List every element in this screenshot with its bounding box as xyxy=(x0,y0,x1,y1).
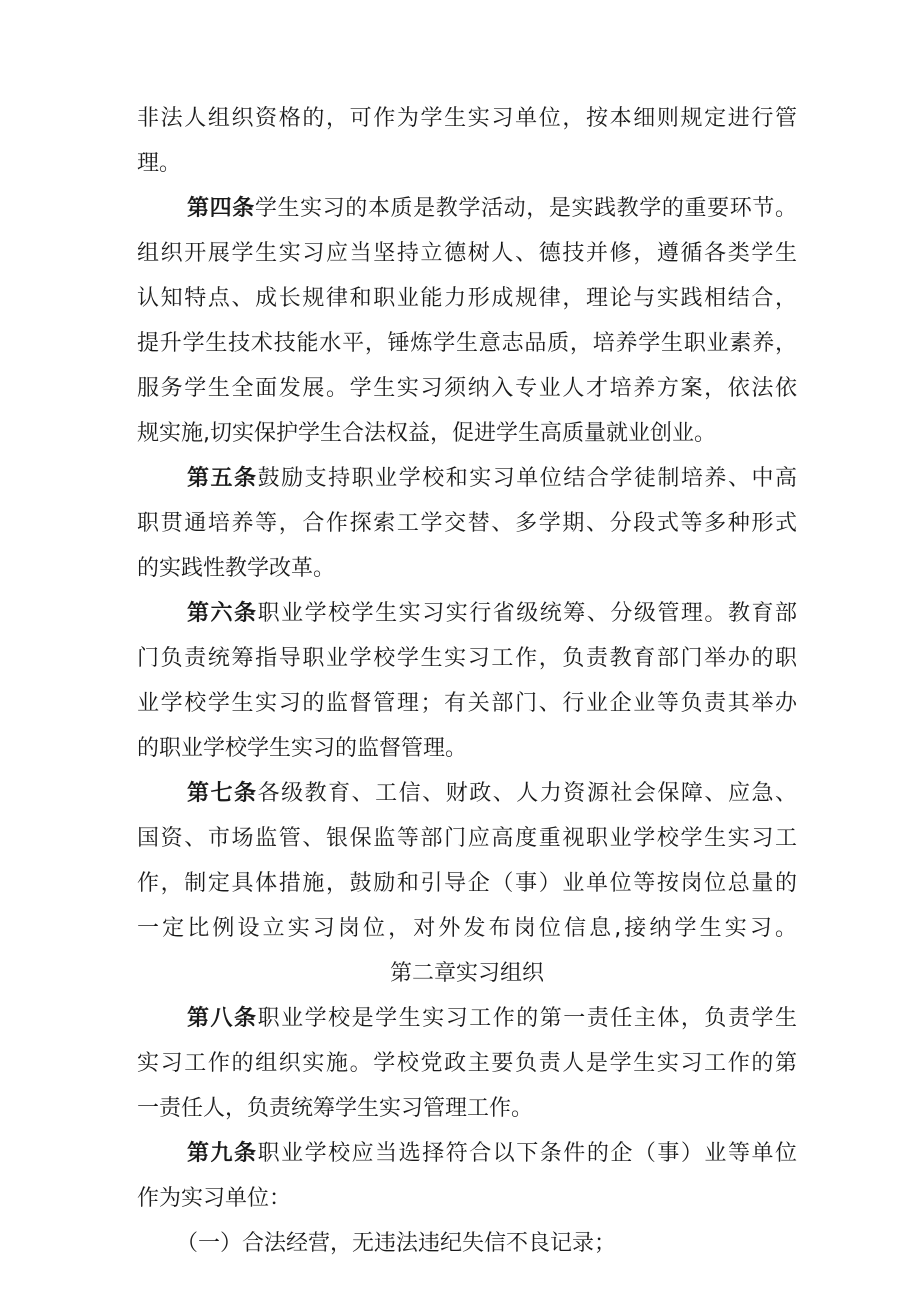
text-line: 各级教育、工信、财政、人力资源社会保障、应急、 xyxy=(257,781,797,806)
text-line: 职贯通培养等，合作探索工学交替、多学期、分段式等多种形式 xyxy=(137,511,797,536)
article-6-label: 第六条 xyxy=(187,601,258,626)
text-line: 实习工作的组织实施。学校党政主要负责人是学生实习工作的第 xyxy=(137,1051,797,1076)
article-9-first-line xyxy=(187,1138,797,1170)
text-line: 认知特点、成长规律和职业能力形成规律，理论与实践相结合， xyxy=(137,286,797,311)
text-line: 非法人组织资格的，可作为学生实习单位，按本细则规定进行管 xyxy=(137,106,797,131)
text-line: 作为实习单位： xyxy=(137,1186,292,1211)
text-line: 作，制定具体措施，鼓励和引导企（事）业单位等按岗位总量的 xyxy=(137,871,797,896)
article-4-label: 第四条 xyxy=(187,196,255,221)
text-line: 的职业学校学生实习的监督管理。 xyxy=(137,736,468,761)
text-line: 鼓励支持职业学校和实习单位结合学徒制培养、中高 xyxy=(257,466,797,491)
article-9-label: 第九条 xyxy=(187,1141,258,1166)
article-7-label: 第七条 xyxy=(187,781,258,806)
chapter-heading: 第二章实习组织 xyxy=(389,961,544,986)
text-line: 规实施,切实保护学生合法权益，促进学生高质量就业创业。 xyxy=(137,421,716,446)
article-4-first-line xyxy=(187,193,797,225)
text-line: 服务学生全面发展。学生实习须纳入专业人才培养方案，依法依 xyxy=(137,376,797,401)
text-line: 职业学校应当选择符合以下条件的企（事）业等单位 xyxy=(257,1141,797,1166)
article-8-first-line xyxy=(187,1003,797,1035)
text-line: 一定比例设立实习岗位，对外发布岗位信息,接纳学生实习。 xyxy=(137,916,797,941)
text-line: 国资、市场监管、银保监等部门应高度重视职业学校学生实习工 xyxy=(137,826,797,851)
article-6-first-line xyxy=(187,598,797,630)
article-8-label: 第八条 xyxy=(187,1006,258,1031)
text-line: 学生实习的本质是教学活动，是实践教学的重要环节。 xyxy=(254,196,797,221)
text-line: 门负责统筹指导职业学校学生实习工作，负责教育部门举办的职 xyxy=(137,646,797,671)
text-line: 职业学校是学生实习工作的第一责任主体，负责学生 xyxy=(257,1006,797,1031)
text-line: 一责任人，负责统筹学生实习管理工作。 xyxy=(137,1096,534,1121)
text-line: 提升学生技术技能水平，锤炼学生意志品质，培养学生职业素养， xyxy=(137,331,797,356)
text-line: 业学校学生实习的监督管理；有关部门、行业企业等负责其举办 xyxy=(137,691,797,716)
article-5-label: 第五条 xyxy=(187,466,258,491)
list-item: （一）合法经营，无违法违纪失信不良记录； xyxy=(176,1231,617,1256)
text-line: 组织开展学生实习应当坚持立德树人、德技并修，遵循各类学生 xyxy=(137,241,797,266)
article-5-first-line xyxy=(187,463,797,495)
text-line: 职业学校学生实习实行省级统筹、分级管理。教育部 xyxy=(257,601,797,626)
article-7-first-line xyxy=(187,778,797,810)
text-line: 的实践性教学改革。 xyxy=(137,556,336,581)
text-line: 理。 xyxy=(137,151,182,176)
